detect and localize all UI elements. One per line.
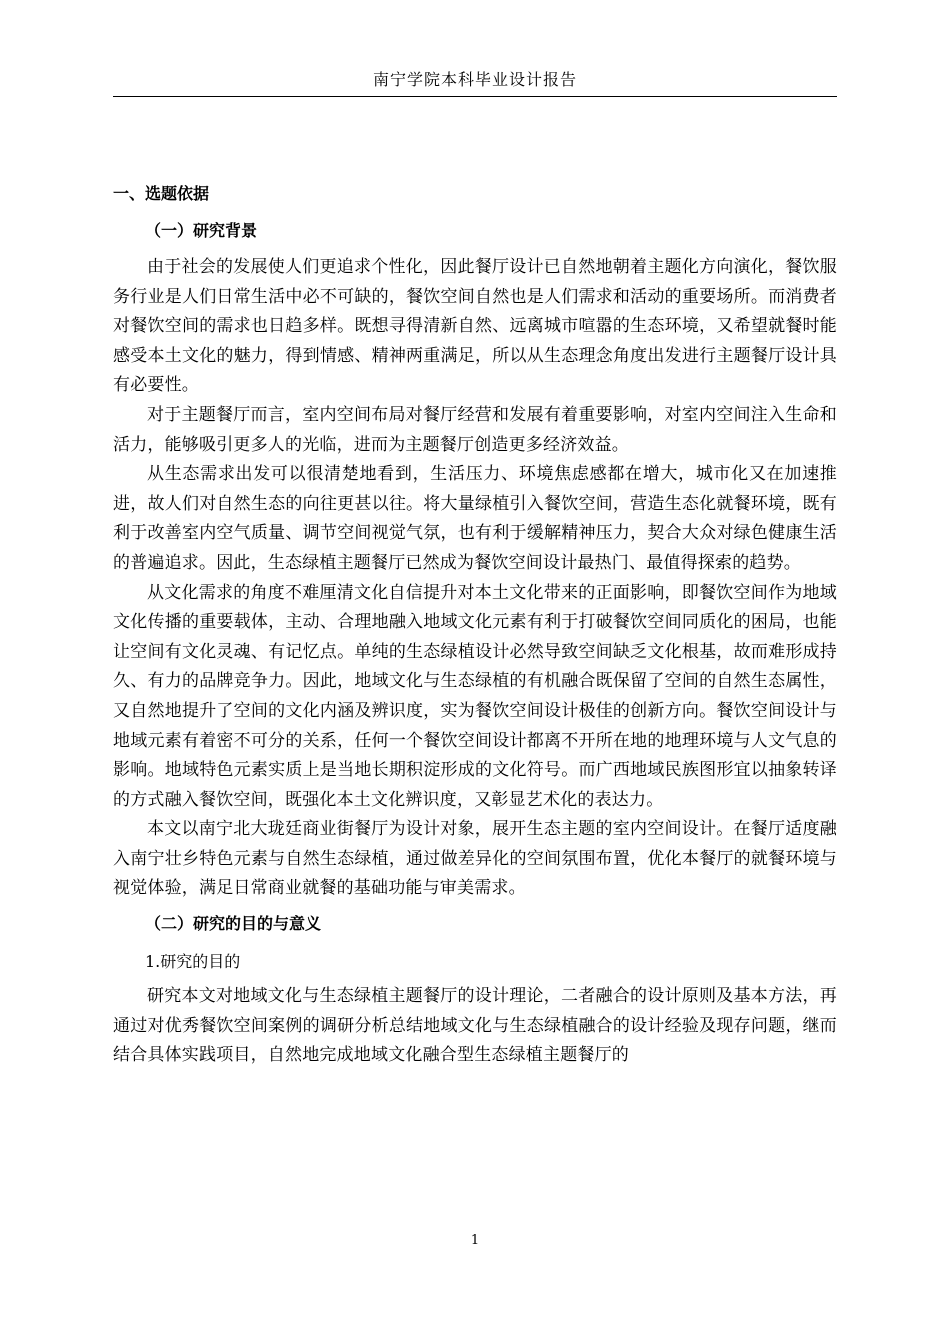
subsection-heading-background: （一）研究背景	[145, 221, 258, 240]
paragraph: 由于社会的发展使人们更追求个性化，因此餐厅设计已自然地朝着主题化方向演化，餐饮服务行业是人们日常生活中必不可缺的，餐饮空间自然也是人们需求和活动的重要场所。而消费者对餐饮空间的需求也日趋多样。既想寻得清新自然、远离城市喧嚣的生态环境，又希望就餐时能感受本土文化的魅力，得到情感、精神两重满足，所以从生态理念角度出发进行主题餐厅设计具有必要性。	[113, 257, 837, 396]
page-header: 南宁学院本科毕业设计报告	[372, 70, 577, 89]
header-divider	[113, 96, 837, 97]
section-heading: 一、选题依据	[113, 184, 210, 203]
item-heading: 1.研究的目的	[145, 952, 241, 972]
paragraph: 研究本文对地域文化与生态绿植主题餐厅的设计理论，二者融合的设计原则及基本方法，再通过对优秀餐饮空间案例的调研分析总结地域文化与生态绿植融合的设计经验及现存问题，继而结合具体实践项目，自然地完成地域文化融合型生态绿植主题餐厅的	[113, 986, 837, 1066]
paragraph: 对于主题餐厅而言，室内空间布局对餐厅经营和发展有着重要影响，对室内空间注入生命和活力，能够吸引更多人的光临，进而为主题餐厅创造更多经济效益。	[113, 404, 837, 455]
subsection-heading-purpose: （二）研究的目的与意义	[145, 914, 322, 934]
paragraph: 从生态需求出发可以很清楚地看到，生活压力、环境焦虑感都在增大，城市化又在加速推进，故人们对自然生态的向往更甚以往。将大量绿植引入餐饮空间，营造生态化就餐环境，既有利于改善室内空气质量、调节空间视觉气氛，也有利于缓解精神压力，契合大众对绿色健康生活的普遍追求。因此，生态绿植主题餐厅已然成为餐饮空间设计最热门、最值得探索的趋势。	[113, 464, 837, 573]
paragraph: 本文以南宁北大珑廷商业街餐厅为设计对象，展开生态主题的室内空间设计。在餐厅适度融入南宁壮乡特色元素与自然生态绿植，通过做差异化的空间氛围布置，优化本餐厅的就餐环境与视觉体验，满足日常商业就餐的基础功能与审美需求。	[113, 819, 837, 899]
page-number: 1	[470, 1233, 480, 1248]
document-body	[113, 178, 837, 1071]
paragraph: 从文化需求的角度不难厘清文化自信提升对本土文化带来的正面影响，即餐饮空间作为地域文化传播的重要载体，主动、合理地融入地域文化元素有利于打破餐饮空间同质化的困局，也能让空间有文化灵魂、有记忆点。单纯的生态绿植设计必然导致空间缺乏文化根基，故而难形成持久、有力的品牌竞争力。因此，地域文化与生态绿植的有机融合既保留了空间的自然生态属性，又自然地提升了空间的文化内涵及辨识度，实为餐饮空间设计极佳的创新方向。餐饮空间设计与地域元素有着密不可分的关系，任何一个餐饮空间设计都离不开所在地的地理环境与人文气息的影响。地域特色元素实质上是当地长期积淀形成的文化符号。而广西地域民族图形宜以抽象转译的方式融入餐饮空间，既强化本土文化辨识度，又彰显艺术化的表达力。	[113, 582, 837, 810]
